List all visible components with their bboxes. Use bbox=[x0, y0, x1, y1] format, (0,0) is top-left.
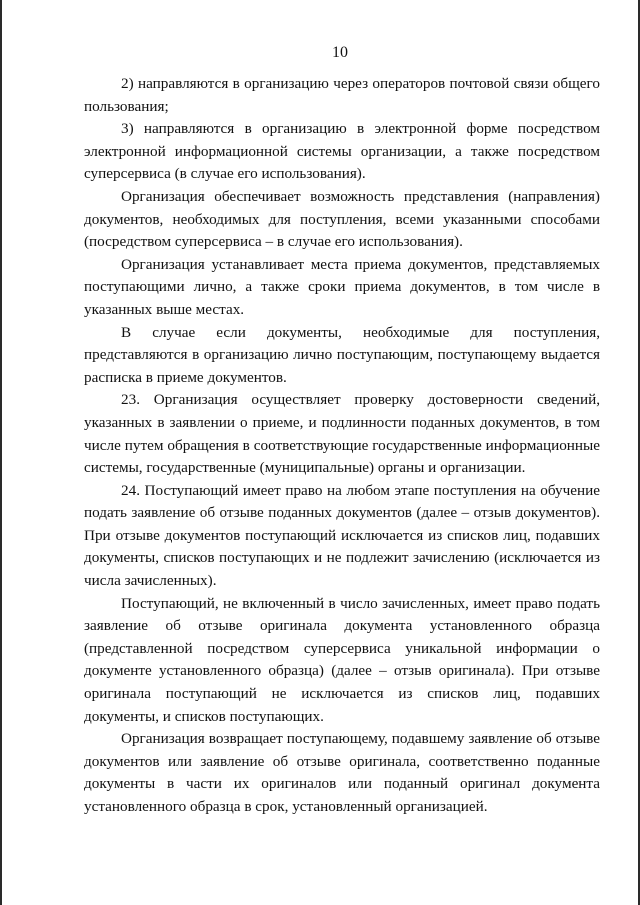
paragraph-clause-24: 24. Поступающий имеет право на любом этапе поступления на обучение подать заявление об отзыве поданных документов (далее – отзыв документов). При отзыве документов поступающий исключается из списков лиц, подавших документы, списков поступающих и не подлежит зачислению (исключается из числа зачисленных). bbox=[84, 481, 600, 590]
paragraph-item-2-postal: 2) направляются в организацию через операторов почтовой связи общего пользования; bbox=[84, 75, 600, 115]
document-body bbox=[84, 73, 600, 819]
paragraph-in-person-receipt: В случае если документы, необходимые для поступления, представляются в организацию лично поступающим, поступающему выдается расписка в приеме документов. bbox=[84, 323, 600, 386]
page-number: 10 bbox=[332, 44, 348, 61]
paragraph-document-return: Организация возвращает поступающему, подавшему заявление об отзыве документов или заявление об отзыве оригинала, соответственно поданные документы в части их оригиналов или поданный оригинал документа установленного образца в срок, установленный организацией. bbox=[84, 730, 600, 815]
paragraph-item-3-electronic: 3) направляются в организацию в электронной форме посредством электронной информационной системы организации, а также посредством суперсервиса (в случае его использования). bbox=[84, 120, 600, 183]
paragraph-original-withdrawal: Поступающий, не включенный в число зачисленных, имеет право подать заявление об отзыве оригинала документа установленного образца (представленной посредством суперсервиса уникальной информации о документе установленного образца) (далее – отзыв оригинала). При отзыве оригинала поступающий не исключается из списков лиц, подавших документы, и списков поступающих. bbox=[84, 594, 600, 725]
paragraph-submission-methods: Организация обеспечивает возможность представления (направления) документов, необходимых для поступления, всеми указанными способами (посредством суперсервиса – в случае его использования). bbox=[84, 187, 600, 251]
paragraph-reception-places: Организация устанавливает места приема документов, представляемых поступающими лично, а также сроки приема документов, в том числе в указанных выше местах. bbox=[84, 255, 600, 318]
paragraph-clause-23: 23. Организация осуществляет проверку достоверности сведений, указанных в заявлении о приеме, и подлинности поданных документов, в том числе путем обращения в соответствующие государственные информационные системы, государственные (муниципальные) органы и организации. bbox=[84, 391, 600, 477]
left-scan-edge bbox=[0, 0, 2, 905]
